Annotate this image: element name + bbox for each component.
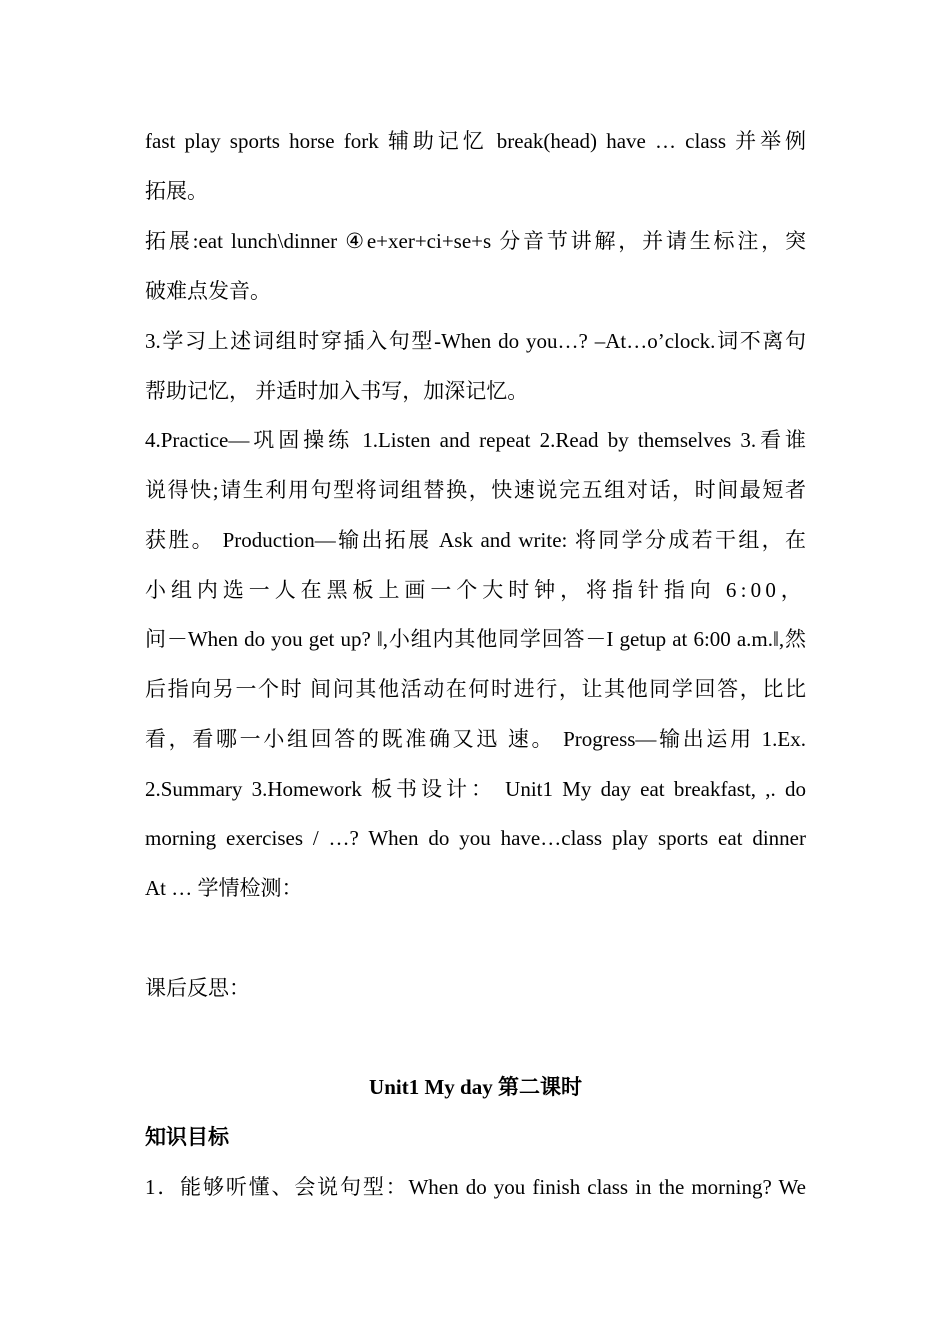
body-line: 小组内选一人在黑板上画一个大时钟，将指针指向 6:00，: [145, 578, 806, 602]
objective-line: 1．能够听懂、会说句型：When do you finish class in the morning? We: [145, 1175, 806, 1199]
body-line: 3.学习上述词组时穿插入句型-When do you…? –At…o’clock.词不离句: [145, 329, 806, 353]
body-line: morning exercises / …? When do you have…class play sports eat dinner: [145, 826, 806, 850]
body-line: 看，看哪一小组回答的既准确又迅 速。 Progress—输出运用 1.Ex.: [145, 727, 806, 751]
body-line: 问－When do you get up? ‖,小组内其他同学回答－I getup at 6:00 a.m.‖,然: [145, 627, 806, 651]
body-line: 破难点发音。: [145, 279, 271, 303]
body-line: 2.Summary 3.Homework 板书设计： Unit1 My day eat breakfast, ,. do: [145, 777, 806, 801]
body-line: 拓展。: [145, 179, 208, 203]
reflection-label: 课后反思：: [145, 976, 250, 1000]
body-line: 后指向另一个时 间问其他活动在何时进行，让其他同学回答，比比: [145, 677, 806, 701]
body-line: 拓展:eat lunch\dinner ④e+xer+ci+se+s 分音节讲解，并请生标注，突: [145, 229, 806, 253]
body-line: 帮助记忆， 并适时加入书写，加深记忆。: [145, 379, 529, 403]
body-line: 获胜。 Production—输出拓展 Ask and write: 将同学分成若干组，在: [145, 528, 806, 552]
body-line: 说得快;请生利用句型将词组替换，快速说完五组对话，时间最短者: [145, 478, 806, 502]
body-line: fast play sports horse fork 辅助记忆 break(head) have … class 并举例: [145, 129, 806, 153]
section-heading: 知识目标: [145, 1125, 229, 1149]
body-line: 4.Practice—巩固操练 1.Listen and repeat 2.Read by themselves 3.看谁: [145, 428, 806, 452]
lesson-title: Unit1 My day 第二课时: [369, 1075, 582, 1099]
body-line: At … 学情检测：: [145, 876, 303, 900]
